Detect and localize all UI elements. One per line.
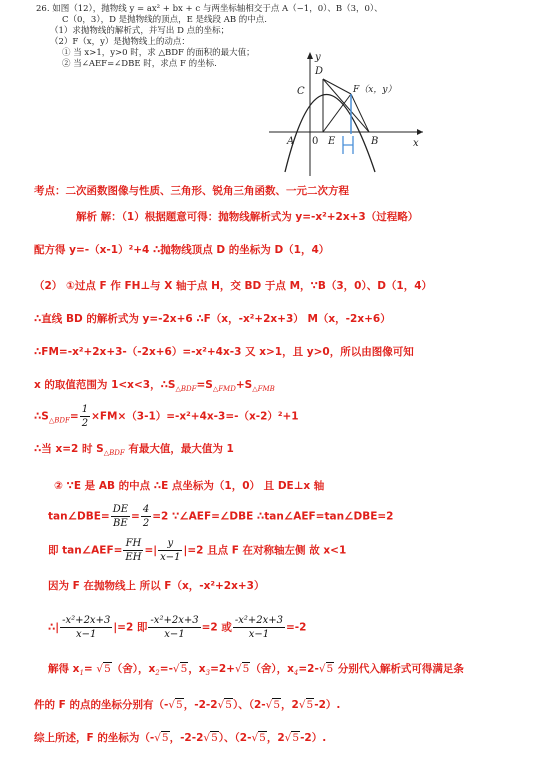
segment-DF [323, 79, 351, 94]
label-D: D [315, 66, 324, 77]
label-A: A [287, 136, 295, 147]
problem-line-5: ① 当 x>1，y>0 时，求 △BDF 的面积的最大值； [62, 48, 255, 58]
part2-line-6: ∴当 x=2 时 $S_{\triangle BDF}$ 有最大值，最大值为 1 [34, 443, 234, 457]
part3-line-6: 解得 $x_1= √5$（舍），$x_2=-√5$，$x_3=2+√5$（舍），$x_4=2-√5$ 分别代入解析式可得满足条 [48, 663, 464, 677]
fraction-4-2: $\frac{4}{2}$ [142, 504, 150, 529]
problem-line-3: （1）求抛物线的解析式，并写出 D 点的坐标； [50, 26, 230, 36]
fraction-half: $\frac{1}{2}$ [81, 404, 89, 429]
parabola-curve [285, 95, 375, 173]
fraction-de-be: $\frac{DE}{BE}$ [112, 504, 129, 529]
part2-line-5: $\therefore S_{\triangle BDF}=$ $\frac{1}{2}$ ×FM×（3-1）=-x²+4x-3=-（x-2）²+1 [34, 404, 299, 429]
fraction-fh-eh: $\frac{FH}{EH}$ [125, 538, 142, 563]
part3-line-1: ② ∵E 是 AB 的中点 ∴E 点坐标为（1，0） 且 DE⊥x 轴 [54, 480, 325, 492]
problem-line-6: ② 当∠AEF=∠DBE 时，求点 F 的坐标. [62, 59, 217, 69]
problem-line-4: （2）F（x，y）是抛物线上的动点： [50, 37, 190, 47]
fraction-quad-2: $\frac{\text{-x²+2x+3}}{x-1}$ [150, 615, 199, 640]
problem-line-1: 26. 如图（12），抛物线 y = ax² + bx + c 与两坐标轴相交于点 A（−1，0）、B（3，0）、 [36, 4, 383, 14]
label-B: B [371, 136, 379, 147]
label-C: C [297, 86, 305, 97]
fraction-y-x1: $\frac{y}{x-1}$ [160, 538, 181, 563]
problem-line-2: C（0，3），D 是抛物线的顶点，E 是线段 AB 的中点. [62, 15, 267, 25]
fraction-quad-1: $\frac{\text{-x²+2x+3}}{x-1}$ [62, 615, 111, 640]
part2-line-3: ∴FM=-x²+2x+3-（-2x+6）=-x²+4x-3 又 x>1，且 y>0，所以由图像可知 [34, 346, 414, 358]
peifang-line: 配方得 y=-（x-1）²+4 ∴抛物线顶点 D 的坐标为 D（1，4） [34, 244, 330, 256]
part2-line-1: （2） ①过点 F 作 FH⊥与 X 轴于点 H，交 BD 于点 M，∵B（3，0）、D（1，4） [34, 280, 433, 292]
conclusion-line: 综上所述，F 的坐标为（-√5，-2-2√5）、（2-√5，2√5-2）. [34, 732, 327, 744]
label-y: y [315, 52, 321, 63]
part3-line-7: 件的 F 的点的坐标分别有（-√5，-2-2√5）、（2-√5，2√5-2）. [34, 699, 341, 711]
part3-line-5: ∴| $\frac{\text{-x²+2x+3}}{x-1}$ |=2 即 $\frac{\text{-x²+2x+3}}{x-1}$ =2 或 $\frac{\text{-x²+2x+3}}{x-1}$ =-2 [48, 615, 307, 640]
part3-line-2: tan∠DBE= $\frac{DE}{BE}$ = $\frac{4}{2}$ =2 ∵∠AEF=∠DBE ∴tan∠AEF=tan∠DBE=2 [48, 504, 394, 529]
part3-line-4: 因为 F 在抛物线上 所以 F（x，-x²+2x+3） [48, 580, 265, 592]
parabola-figure [265, 48, 430, 183]
label-x: x [413, 138, 419, 149]
label-E: E [328, 136, 336, 147]
part2-line-4: x 的取值范围为 1<x<3，$\therefore S_{\triangle BDF}=S_{\triangle FMD}+S_{\triangle FMB}$ [34, 379, 275, 393]
segment-FB [351, 94, 369, 132]
part2-line-2: ∴直线 BD 的解析式为 y=-2x+6 ∴F（x，-x²+2x+3） M（x，-2x+6） [34, 313, 391, 325]
handwritten-h [343, 136, 353, 154]
fraction-quad-3: $\frac{\text{-x²+2x+3}}{x-1}$ [234, 615, 283, 640]
part3-line-3: 即 tan∠AEF= $\frac{FH}{EH}$ =| $\frac{y}{x-1}$ |=2 且点 F 在对称轴左侧 故 x<1 [48, 538, 347, 563]
kaodian-line: 考点：二次函数图像与性质、三角形、锐角三角函数、一元二次方程 [34, 185, 349, 197]
jiexi-line: 解析 解：（1）根据题意可得：抛物线解析式为 y=-x²+2x+3（过程略） [76, 211, 419, 223]
label-O: 0 [312, 136, 319, 147]
segment-EF [323, 94, 351, 132]
label-F: F（x，y） [353, 85, 397, 95]
